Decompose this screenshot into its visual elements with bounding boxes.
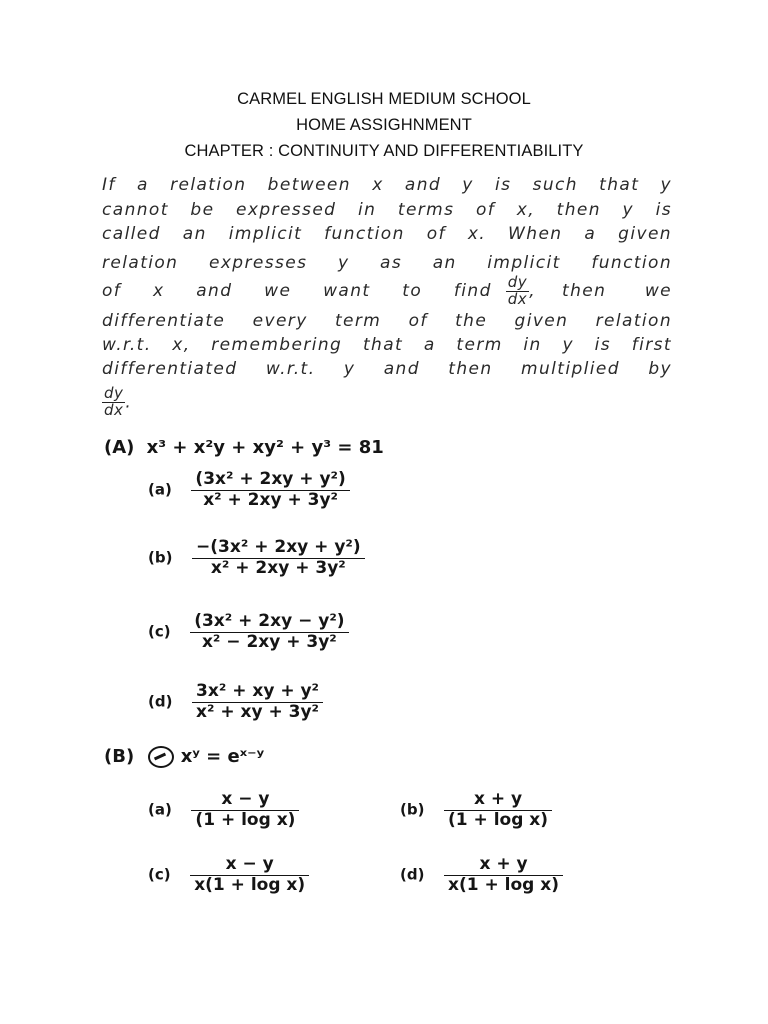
intro-line-1: If a relation between x and y is such that y <box>102 175 672 195</box>
option-label: (b) <box>148 548 173 567</box>
option-label: (c) <box>148 865 171 884</box>
intro-period: . <box>125 392 133 413</box>
fraction-denominator: x² + 2xy + 3y² <box>192 558 365 579</box>
option-label: (d) <box>148 692 173 711</box>
option-b-b <box>400 790 552 830</box>
option-a-a <box>148 470 350 510</box>
option-a-b <box>148 538 365 578</box>
option-label: (c) <box>148 622 171 641</box>
option-fraction <box>191 470 349 510</box>
fraction-denominator: (1 + log x) <box>444 810 552 831</box>
question-a-label: (A) <box>104 437 135 458</box>
dx-denominator-end: dx <box>104 400 124 419</box>
question-b-equation: xʸ = eˣ⁻ʸ <box>180 746 265 767</box>
intro-line-4: relation expresses y as an implicit function <box>102 253 672 273</box>
chapter-title: CHAPTER : CONTINUITY AND DIFFERENTIABILITY <box>184 142 584 160</box>
option-label: (b) <box>400 800 425 819</box>
fraction-denominator: x² − 2xy + 3y² <box>190 632 348 653</box>
dx-denominator: dx <box>507 289 528 308</box>
intro-line-5 <box>102 275 672 308</box>
option-fraction <box>444 855 563 895</box>
option-a-c <box>148 612 349 652</box>
intro-line-9 <box>102 386 132 419</box>
intro-line-5-pre: of x and we want to find <box>102 281 492 302</box>
fraction-numerator: x + y <box>479 854 528 874</box>
dy-numerator: dy <box>507 273 528 291</box>
fraction-numerator: (3x² + 2xy + y²) <box>195 469 346 489</box>
option-label: (a) <box>148 480 172 499</box>
fraction-denominator: (1 + log x) <box>191 810 299 831</box>
option-fraction <box>190 855 309 895</box>
option-fraction <box>192 538 365 578</box>
intro-line-5-post: then we <box>562 281 672 302</box>
intro-comma: , <box>529 281 536 302</box>
option-label: (d) <box>400 865 425 884</box>
fraction-denominator: x² + 2xy + 3y² <box>191 490 349 511</box>
dy-dx-fraction-end <box>102 386 125 419</box>
intro-line-3: called an implicit function of x. When a given <box>102 224 672 244</box>
fraction-denominator: x² + xy + 3y² <box>192 702 323 723</box>
option-fraction <box>190 612 348 652</box>
fraction-numerator: x + y <box>473 789 523 809</box>
fraction-numerator: x − y <box>221 789 270 809</box>
fraction-numerator: (3x² + 2xy − y²) <box>194 611 345 631</box>
option-label: (a) <box>148 800 172 819</box>
option-b-c <box>148 855 309 895</box>
assignment-title: HOME ASSIGHNMENT <box>296 116 472 134</box>
question-a <box>104 437 384 458</box>
question-b <box>104 746 264 768</box>
fraction-numerator: −(3x² + 2xy + y²) <box>196 537 361 557</box>
option-b-d <box>400 855 563 895</box>
option-b-a <box>148 790 299 830</box>
fraction-numerator: 3x² + xy + y² <box>196 681 320 701</box>
intro-line-7: w.r.t. x, remembering that a term in y is first <box>102 335 672 355</box>
question-b-label: (B) <box>104 746 135 767</box>
intro-line-6: differentiate every term of the given relation <box>102 311 672 331</box>
question-a-equation: x³ + x²y + xy² + y³ = 81 <box>146 437 384 458</box>
fraction-numerator: x − y <box>225 854 274 874</box>
dy-numerator-end: dy <box>104 384 124 402</box>
copyright-stamp-icon <box>148 746 174 768</box>
intro-line-2: cannot be expressed in terms of x, then y is <box>102 200 672 220</box>
school-name: CARMEL ENGLISH MEDIUM SCHOOL <box>237 90 531 108</box>
option-fraction <box>444 790 552 830</box>
fraction-denominator: x(1 + log x) <box>190 875 309 896</box>
dy-dx-fraction <box>506 275 529 308</box>
intro-line-8: differentiated w.r.t. y and then multiplied by <box>102 359 672 379</box>
option-fraction <box>192 682 323 722</box>
option-a-d <box>148 682 323 722</box>
option-fraction <box>191 790 299 830</box>
fraction-denominator: x(1 + log x) <box>444 875 563 896</box>
